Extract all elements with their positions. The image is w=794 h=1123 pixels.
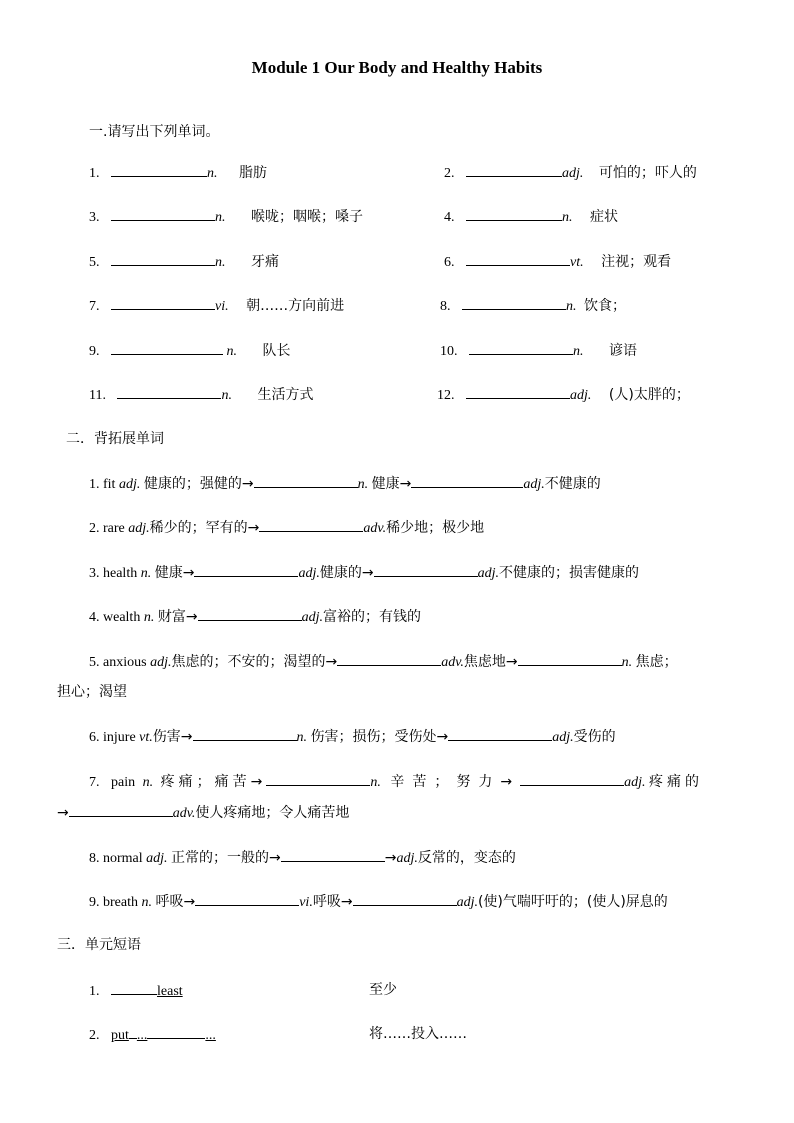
s1-item-1: 1. n. 脂肪 [89, 162, 267, 184]
section3-heading: 三．单元短语 [57, 937, 141, 953]
s3-item-2: 2. put ... ... [89, 1024, 216, 1046]
s1-item-8: 8. n. 饮食； [440, 295, 626, 317]
answer-blank[interactable] [466, 251, 570, 266]
answer-blank[interactable] [195, 891, 299, 906]
section1-heading: 一.请写出下列单词。 [89, 124, 220, 140]
answer-blank[interactable] [129, 1024, 137, 1039]
answer-blank[interactable] [353, 891, 457, 906]
s3-item-2-meaning: 将……投入…… [369, 1026, 467, 1042]
s3-item-1: 1. least [89, 980, 183, 1002]
answer-blank[interactable] [337, 651, 441, 666]
answer-blank[interactable] [374, 562, 478, 577]
answer-blank[interactable] [69, 802, 173, 817]
answer-blank[interactable] [520, 771, 624, 786]
answer-blank[interactable] [466, 384, 570, 399]
s1-item-7: 7. vi. 朝……方向前进 [89, 295, 344, 317]
answer-blank[interactable] [448, 726, 552, 741]
answer-blank[interactable] [466, 162, 562, 177]
s2-item-2: 2. rare adj.稀少的；罕有的→ adv.稀少地；极少地 [89, 517, 484, 539]
s2-item-3: 3. health n. 健康→ adj.健康的→ adj.不健康的；损害健康的 [89, 562, 639, 584]
s2-item-5: 5. anxious adj.焦虑的；不安的；渴望的→ adv.焦虑地→ n. 焦虑； [89, 651, 678, 673]
s2-item-7: 7. pain n. 疼痛；痛苦→ n. 辛苦；努力→ adj. 疼痛的 [89, 771, 703, 793]
answer-blank[interactable] [193, 726, 297, 741]
answer-blank[interactable] [259, 517, 363, 532]
answer-blank[interactable] [462, 295, 566, 310]
answer-blank[interactable] [266, 771, 370, 786]
s2-item-6: 6. injure vt.伤害→ n. 伤害；损伤；受伤处→ adj.受伤的 [89, 726, 616, 748]
answer-blank[interactable] [469, 340, 573, 355]
s1-item-3: 3. n. 喉咙；咽喉；嗓子 [89, 206, 363, 228]
section2-heading: 二．背拓展单词 [66, 431, 164, 447]
answer-blank[interactable] [198, 606, 302, 621]
s1-item-9: 9. n. 队长 [89, 340, 291, 362]
answer-blank[interactable] [518, 651, 622, 666]
s2-item-1: 1. fit adj. 健康的；强健的→ n. 健康→ adj.不健康的 [89, 473, 601, 495]
page-title: Module 1 Our Body and Healthy Habits [251, 58, 543, 77]
answer-blank[interactable] [194, 562, 298, 577]
answer-blank[interactable] [111, 162, 207, 177]
answer-blank[interactable] [254, 473, 358, 488]
s1-item-4: 4. n. 症状 [444, 206, 618, 228]
s2-item-7-continued: → adv.使人疼痛地；令人痛苦地 [57, 802, 349, 824]
s2-item-9: 9. breath n. 呼吸→ vi.呼吸→ adj.(使)气喘吁吁的；(使人)屏息的 [89, 891, 668, 913]
answer-blank[interactable] [111, 340, 223, 355]
s1-item-11: 11. n. 生活方式 [89, 384, 313, 406]
answer-blank[interactable] [466, 206, 562, 221]
s1-item-10: 10. n. 谚语 [440, 340, 637, 362]
answer-blank[interactable] [111, 206, 215, 221]
answer-blank[interactable] [117, 384, 221, 399]
answer-blank[interactable] [147, 1024, 205, 1039]
answer-blank[interactable] [111, 295, 215, 310]
answer-blank[interactable] [281, 847, 385, 862]
answer-blank[interactable] [111, 251, 215, 266]
s1-item-2: 2. adj. 可怕的；吓人的 [444, 162, 697, 184]
s2-item-5-continued: 担心；渴望 [57, 684, 127, 700]
s3-item-1-meaning: 至少 [369, 982, 397, 998]
answer-blank[interactable] [411, 473, 523, 488]
s1-item-12: 12. adj. (人)太胖的； [437, 384, 690, 406]
s1-item-6: 6. vt. 注视；观看 [444, 251, 671, 273]
s2-item-4: 4. wealth n. 财富→ adj.富裕的；有钱的 [89, 606, 421, 628]
s1-item-5: 5. n. 牙痛 [89, 251, 279, 273]
answer-blank[interactable] [111, 980, 157, 995]
s2-item-8: 8. normal adj. 正常的；一般的→ →adj.反常的，变态的 [89, 847, 516, 869]
